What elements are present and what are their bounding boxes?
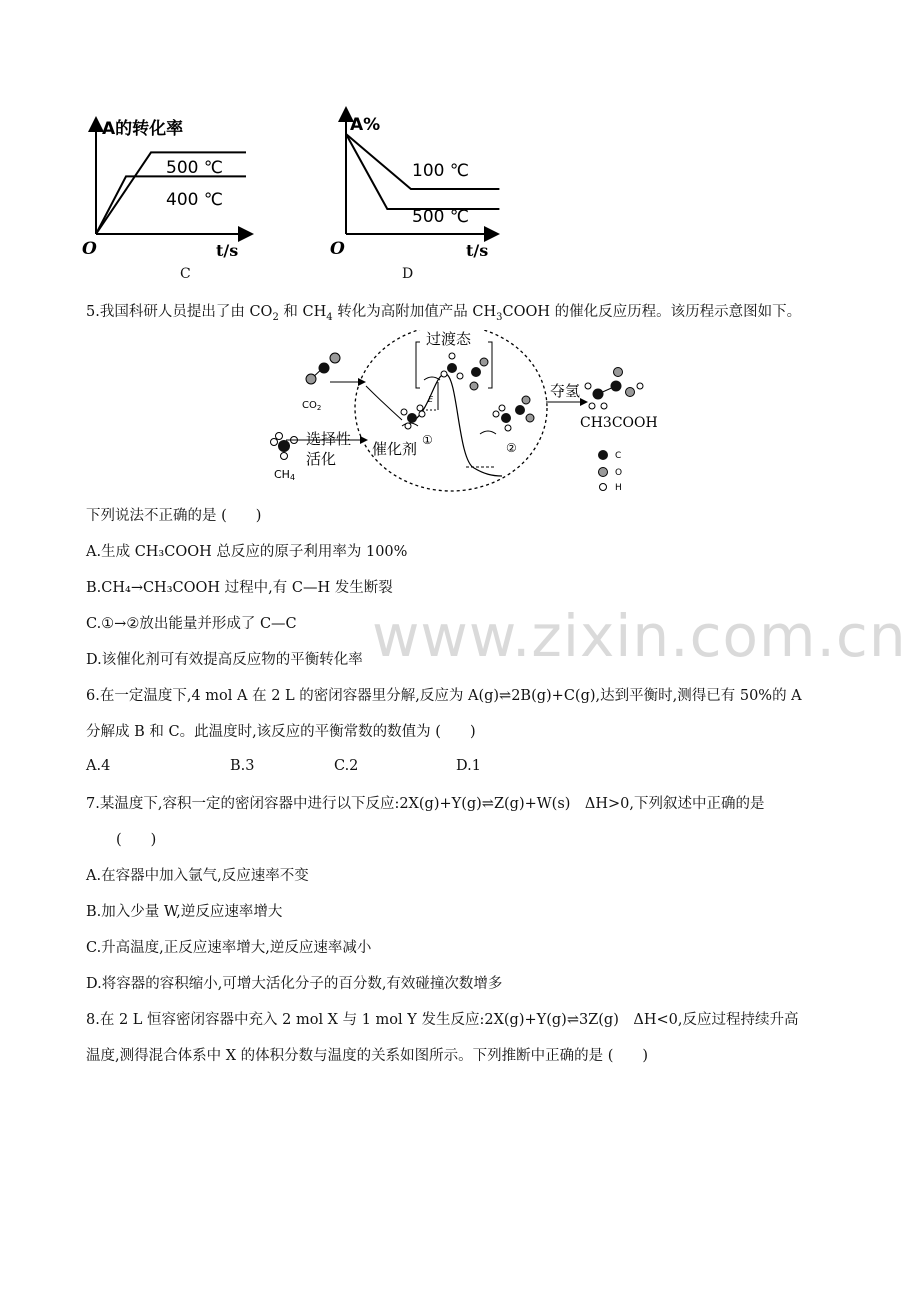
graph-d-origin: O [330, 239, 345, 259]
transition-state-label: 过渡态 [426, 330, 472, 348]
ch4-molecule-icon [271, 433, 298, 460]
q5-option-c: C.①→②放出能量并形成了 C—C [86, 616, 297, 632]
graph-d [326, 104, 506, 260]
q7-line-2: ( ) [116, 832, 157, 848]
q5-mechanism-diagram [262, 330, 672, 498]
ch4-label: CH4 [274, 468, 296, 482]
q5-option-a: A.生成 CH₃COOH 总反应的原子利用率为 100% [86, 544, 408, 560]
graph-c-series-500-label: 500 ℃ [166, 158, 223, 178]
q7-option-b: B.加入少量 W,逆反应速率增大 [86, 904, 283, 920]
stage-2-mark: ② [506, 441, 517, 455]
q6-line-1: 6.在一定温度下,4 mol A 在 2 L 的密闭容器里分解,反应为 A(g)⇌2B(g)+C(g),达到平衡时,测得已有 50%的 A [86, 688, 802, 704]
legend-h-label: H [615, 483, 622, 493]
graph-d-caption: D [402, 266, 414, 282]
acetic-acid-molecule-icon [585, 368, 643, 410]
catalyst-label: 催化剂 [372, 440, 418, 458]
q6-option-b: B.3 [230, 758, 255, 774]
graph-c-origin: O [82, 239, 97, 259]
graph-d-series-100-label: 100 ℃ [412, 161, 469, 181]
q7-option-a: A.在容器中加入氩气,反应速率不变 [86, 868, 309, 884]
graph-c-caption: C [180, 266, 191, 282]
q7-option-d: D.将容器的容积缩小,可增大活化分子的百分数,有效碰撞次数增多 [86, 976, 503, 992]
stage-1-mark: ① [422, 433, 433, 447]
q7-line-1: 7.某温度下,容积一定的密闭容器中进行以下反应:2X(g)+Y(g)⇌Z(g)+W(s) ΔH>0,下列叙述中正确的是 [86, 796, 765, 812]
activation-label-2: 活化 [306, 450, 337, 468]
graph-d-x-label: t/s [466, 241, 489, 260]
dehydrogenation-label: 夺氢 [550, 382, 581, 400]
q5-question: 下列说法不正确的是 ( ) [86, 508, 262, 524]
product-label: CH3COOH [580, 415, 658, 431]
q5-stem: 5.我国科研人员提出了由 $CO_2$ 和 $CH_4$ 转化为高附加值产品 $CH_3COOH$ 的催化反应历程。该历程示意图如下。 [86, 304, 802, 323]
activation-label-1: 选择性 [306, 430, 352, 448]
graph-d-y-label: A% [350, 115, 381, 135]
q8-line-1: 8.在 2 L 恒容密闭容器中充入 2 mol X 与 1 mol Y 发生反应:2X(g)+Y(g)⇌3Z(g) ΔH<0,反应过程持续升高 [86, 1012, 799, 1028]
energy-curve [408, 374, 502, 476]
activation-energy-label: E [428, 395, 434, 404]
q8-line-2: 温度,测得混合体系中 X 的体积分数与温度的关系如图所示。下列推断中正确的是 ( ) [86, 1048, 649, 1064]
q5-option-d: D.该催化剂可有效提高反应物的平衡转化率 [86, 652, 363, 668]
co2-molecule-icon [306, 353, 340, 384]
legend-h-icon [600, 484, 607, 491]
graph-d-series-500-label: 500 ℃ [412, 207, 469, 227]
graph-c-y-label: A的转化率 [102, 119, 184, 139]
q6-line-2: 分解成 B 和 C。此温度时,该反应的平衡常数的数值为 ( ) [86, 724, 476, 740]
graph-c [80, 110, 260, 260]
co2-label: $CO_2$ [302, 400, 322, 412]
legend-c-label: C [615, 451, 622, 461]
legend-o-icon [599, 468, 608, 477]
graph-c-series-400-label: 400 ℃ [166, 190, 223, 210]
transition-state-molecule-icon [424, 353, 488, 390]
q5-option-b: B.CH₄→CH₃COOH 过程中,有 C—H 发生断裂 [86, 580, 393, 596]
legend-c-icon [598, 450, 608, 460]
q7-option-c: C.升高温度,正反应速率增大,逆反应速率减小 [86, 940, 372, 956]
catalyst-site-2-molecule-icon [480, 396, 534, 434]
q6-option-a: A.4 [86, 758, 111, 774]
q6-option-d: D.1 [456, 758, 481, 774]
watermark: www.zixin.com.cn [372, 602, 907, 670]
graph-c-x-label: t/s [216, 241, 239, 260]
q6-option-c: C.2 [334, 758, 359, 774]
legend-o-label: O [615, 468, 623, 478]
catalyst-site-1-icon [401, 405, 425, 429]
